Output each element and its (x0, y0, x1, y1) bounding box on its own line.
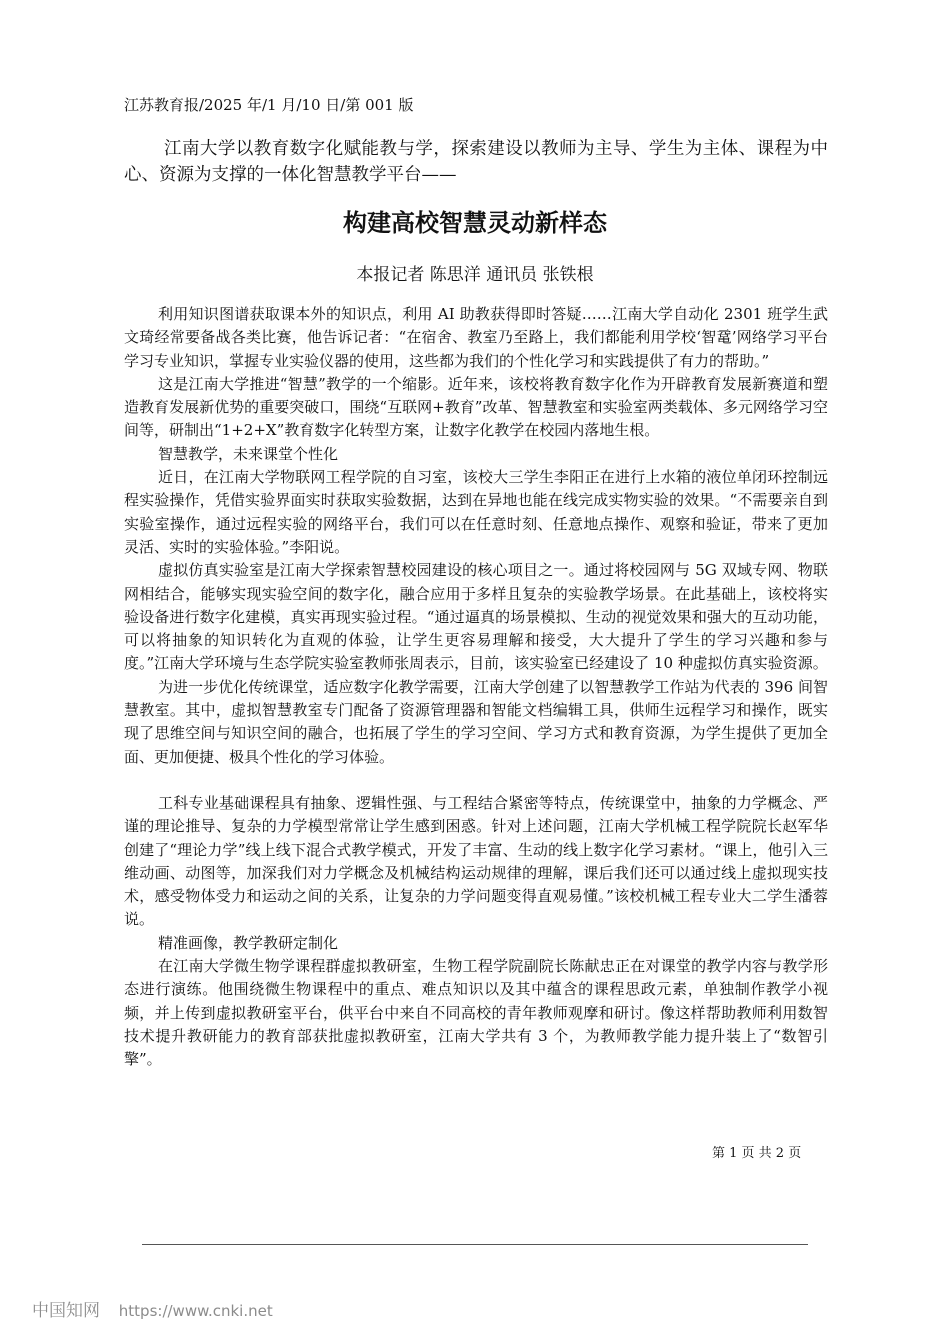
article-byline: 本报记者 陈思洋 通讯员 张铁根 (356, 265, 594, 285)
footer-divider (142, 1244, 808, 1245)
footer-url[interactable]: https://www.cnki.net (118, 1302, 273, 1320)
footer-watermark (32, 1296, 273, 1321)
newspaper-source: 江苏教育报/2025 年/1 月/10 日/第 001 版 (124, 96, 414, 114)
article-body (124, 303, 828, 1072)
paragraph: 近日，在江南大学物联网工程学院的自习室，该校大三学生李阳正在进行上水箱的液位单闭环控制远程实验操作，凭借实验界面实时获取实验数据，达到在异地也能在线完成实物实验的效果。“不需要亲自到实验室操作，通过远程实验的网络平台，我们可以在任意时刻、任意地点操作、观察和验证，带来了更加灵活、实时的实验体验。”李阳说。 (124, 468, 828, 556)
article-subtitle: 江南大学以教育数字化赋能教与学，探索建设以教师为主导、学生为主体、课程为中心、资源为支撑的一体化智慧教学平台—— (124, 139, 828, 185)
article-title: 构建高校智慧灵动新样态 (343, 209, 607, 237)
paragraph: 这是江南大学推进“智慧”教学的一个缩影。近年来，该校将教育数字化作为开辟教育发展新赛道和塑造教育发展新优势的重要突破口，围绕“互联网+教育”改革、智慧教室和实验室两类载体、多元网络学习空间等，研制出“1+2+X”教育数字化转型方案，让数字化教学在校园内落地生根。 (124, 374, 828, 440)
paragraph: 利用知识图谱获取课本外的知识点，利用 AI 助教获得即时答疑……江南大学自动化 2301 班学生武文琦经常要备战各类比赛，他告诉记者：“在宿舍、教室乃至路上，我们都能利用学校‘智鼋’网络学习平台学习专业知识，掌握专业实验仪器的使用，这些都为我们的个性化学习和实践提供了有力的帮助。” (124, 305, 828, 370)
paragraph: 工科专业基础课程具有抽象、逻辑性强、与工程结合紧密等特点，传统课堂中，抽象的力学概念、严谨的理论推导、复杂的力学模型常常让学生感到困惑。针对上述问题，江南大学机械工程学院院长赵军华创建了“理论力学”线上线下混合式教学模式，开发了丰富、生动的线上数字化学习素材。“课上，他引入三维动画、动图等，加深我们对力学概念及机械结构运动规律的理解，课后我们还可以通过线上虚拟现实技术，感受物体受力和运动之间的关系，让复杂的力学问题变得直观易懂。”该校机械工程专业大二学生潘蓉说。 (124, 793, 828, 929)
brand-name: 中国知网 (32, 1301, 100, 1321)
paragraph: 虚拟仿真实验室是江南大学探索智慧校园建设的核心项目之一。通过将校园网与 5G 双域专网、物联网相结合，能够实现实验空间的数字化，融合应用于多样且复杂的实验教学场景。在此基础上，该校将实验设备进行数字化建模，真实再现实验过程。“通过逼真的场景模拟、生动的视觉效果和强大的互动功能，可以将抽象的知识转化为直观的体验，让学生更容易理解和接受，大大提升了学生的学习兴趣和参与度。”江南大学环境与生态学院实验室教师张周表示，目前，该实验室已经建设了 10 种虚拟仿真实验资源。 (124, 561, 828, 673)
section-heading: 智慧教学，未来课堂个性化 (158, 444, 339, 463)
paragraph: 在江南大学微生物学课程群虚拟教研室，生物工程学院副院长陈献忠正在对课堂的教学内容与教学形态进行演练。他围绕微生物课程中的重点、难点知识以及其中蕴含的课程思政元素，单独制作教学小视频，并上传到虚拟教研室平台，供平台中来自不同高校的青年教师观摩和研讨。像这样帮助教师利用数智技术提升教研能力的教育部获批虚拟教研室，江南大学共有 3 个，为教师教学能力提升装上了“数智引擎”。 (124, 957, 828, 1069)
section-heading: 精准画像，教学教研定制化 (158, 933, 339, 952)
paragraph: 为进一步优化传统课堂，适应数字化教学需要，江南大学创建了以智慧教学工作站为代表的 396 间智慧教室。其中，虚拟智慧教室专门配备了资源管理器和智能文档编辑工具，供师生远程学习和操作，既实现了思维空间与知识空间的融合，也拓展了学生的学习空间、学习方式和教育资源，为学生提供了更加全面、更加便捷、极具个性化的学习体验。 (124, 677, 828, 766)
page-number: 第 1 页 共 2 页 (712, 1146, 802, 1161)
